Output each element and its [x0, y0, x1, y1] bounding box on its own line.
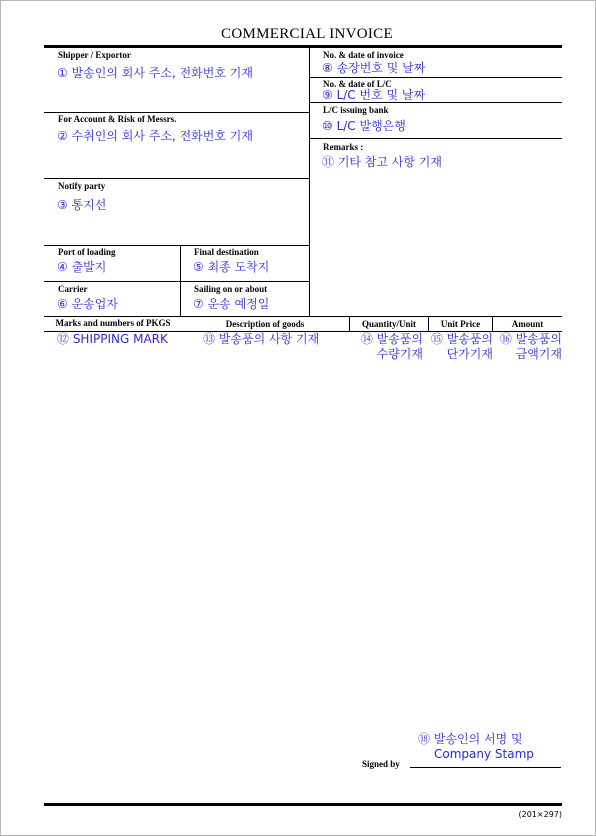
port-loading-label: Port of loading	[58, 247, 116, 257]
amount-line-2: 금액기재	[515, 347, 562, 361]
rule-shipper-bottom	[44, 112, 309, 113]
carrier-label: Carrier	[58, 284, 88, 294]
quantity-line-1: ⑭ 발송품의	[360, 332, 423, 346]
rule-notify-bottom	[44, 245, 309, 246]
remarks-label: Remarks :	[323, 142, 364, 152]
remarks-value: ⑪ 기타 참고 사항 기재	[322, 155, 442, 169]
header-quantity: Quantity/Unit	[361, 319, 416, 329]
notify-value: ③ 통지선	[57, 198, 107, 212]
invoice-no-label: No. & date of invoice	[323, 50, 404, 60]
description-value: ⑬ 발송품의 사항 기재	[203, 332, 320, 346]
notify-label: Notify party	[58, 181, 106, 191]
consignee-label: For Account & Risk of Messrs.	[58, 114, 177, 124]
amount-value	[494, 332, 562, 362]
sailing-value: ⑦ 운송 예정일	[193, 297, 270, 311]
unit-price-line-2: 단가기재	[446, 347, 493, 361]
marks-value: ⑫ SHIPPING MARK	[57, 332, 168, 346]
lc-no-label: No. & date of L/C	[323, 79, 392, 89]
header-amount: Amount	[511, 319, 544, 329]
lc-no-value: ⑨ L/C 번호 및 날짜	[322, 88, 426, 102]
shipper-label: Shipper / Exportor	[58, 50, 131, 60]
rule-consignee-bottom	[44, 178, 309, 179]
quantity-value	[350, 332, 423, 362]
top-rule	[44, 45, 562, 48]
amount-line-1: ⑯ 발송품의	[499, 332, 562, 346]
lc-bank-value: ⑩ L/C 발행은행	[322, 119, 406, 133]
paper-size-note: (201×297)	[518, 810, 562, 819]
header-marks: Marks and numbers of PKGS	[55, 318, 171, 328]
shipper-value: ① 발송인의 회사 주소, 전화번호 기재	[57, 66, 253, 80]
signature-line-1: ⑱ 발송인의 서명 및	[418, 732, 523, 746]
header-description: Description of goods	[225, 319, 305, 329]
document-title: COMMERCIAL INVOICE	[221, 26, 393, 42]
invoice-no-value: ⑧ 송장번호 및 날짜	[322, 61, 426, 75]
header-unit-price: Unit Price	[440, 319, 481, 329]
final-dest-label: Final destination	[194, 247, 259, 257]
signed-by-label: Signed by	[362, 759, 400, 769]
rule-invoice-bottom	[309, 77, 562, 78]
lc-bank-label: L/C issuing bank	[323, 105, 389, 115]
bottom-rule	[44, 803, 562, 806]
rule-port-bottom	[44, 281, 309, 282]
signature-line-2: Company Stamp	[434, 747, 534, 761]
unit-price-value	[425, 332, 493, 362]
center-divider	[309, 47, 310, 316]
port-loading-value: ④ 출발지	[57, 260, 107, 274]
carrier-value: ⑥ 운송업자	[57, 297, 118, 311]
quantity-line-2: 수량기재	[376, 347, 423, 361]
signature-line	[410, 767, 561, 768]
sailing-label: Sailing on or about	[194, 284, 268, 294]
signature-value	[418, 732, 534, 762]
final-dest-value: ⑤ 최종 도착지	[193, 260, 270, 274]
consignee-value: ② 수취인의 회사 주소, 전화번호 기재	[57, 129, 253, 143]
unit-price-line-1: ⑮ 발송품의	[430, 332, 493, 346]
rule-bank-bottom	[309, 138, 562, 139]
rule-table-top	[44, 316, 562, 317]
